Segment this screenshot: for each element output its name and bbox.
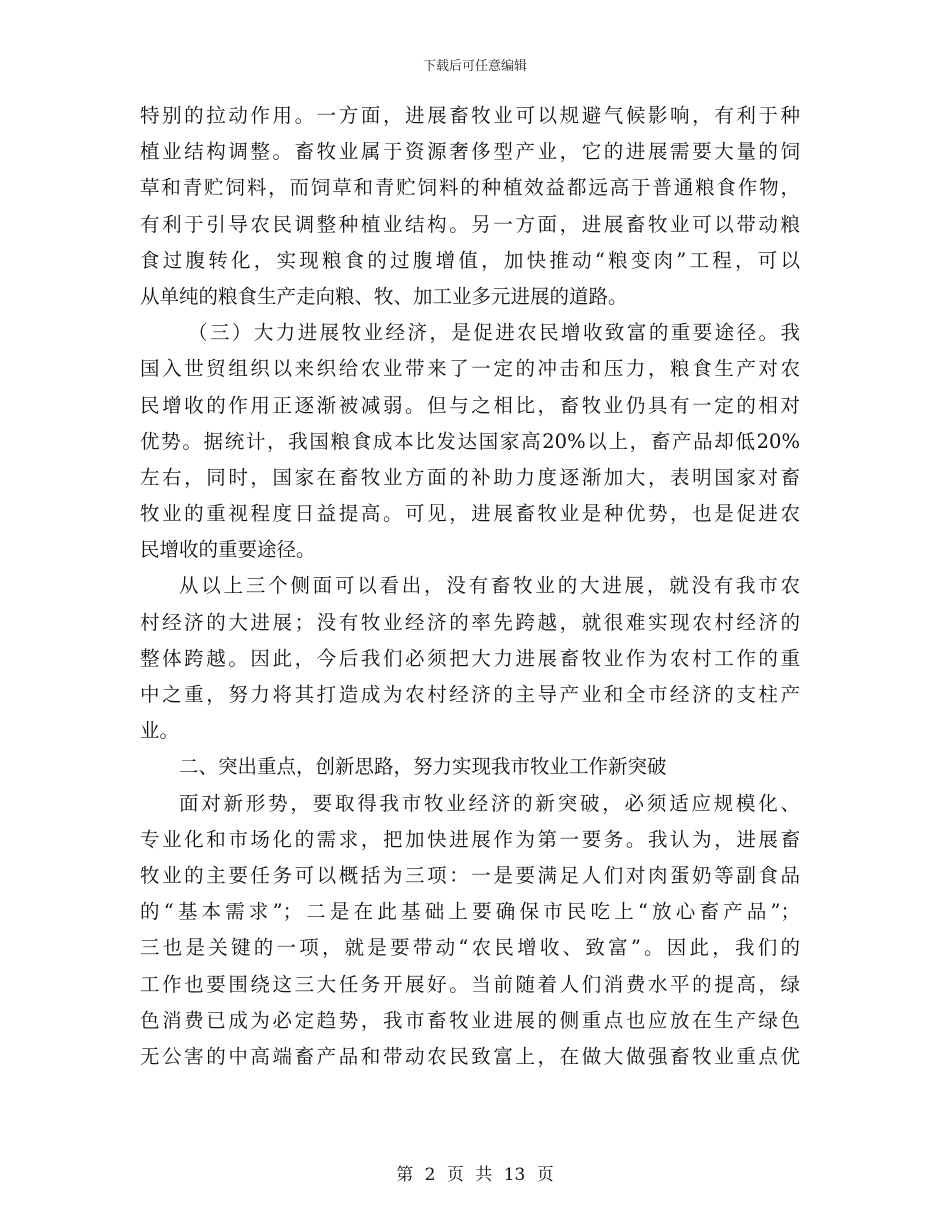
text-line: 民增收的作用正逐渐被减弱。但与之相比，畜牧业仍具有一定的相对 <box>140 393 800 417</box>
document-body <box>140 98 800 1075</box>
text-line: 村经济的大进展；没有牧业经济的率先跨越，就很难实现农村经济的 <box>140 610 800 634</box>
text-line: 优势。据统计，我国粮食成本比发达国家高20%以上，畜产品却低20% <box>140 429 800 453</box>
text-line: 面对新形势，要取得我市牧业经济的新突破，必须适应规模化、 <box>179 791 800 815</box>
text-line: 无公害的中高端畜产品和带动农民致富上，在做大做强畜牧业重点优 <box>140 1044 800 1068</box>
text-line: 从单纯的粮食生产走向粮、牧、加工业多元进展的道路。 <box>140 284 628 308</box>
text-line: 牧业的重视程度日益提高。可见，进展畜牧业是种优势，也是促进农 <box>140 502 800 526</box>
text-line: 左右，同时，国家在畜牧业方面的补助力度逐渐加大，表明国家对畜 <box>140 465 800 489</box>
text-line: 牧业的主要任务可以概括为三项：一是要满足人们对肉蛋奶等副食品 <box>140 863 800 887</box>
text-line: 整体跨越。因此，今后我们必须把大力进展畜牧业作为农村工作的重 <box>140 646 800 670</box>
text-line: 业。 <box>140 719 180 743</box>
text-line: 色消费已成为必定趋势，我市畜牧业进展的侧重点也应放在生产绿色 <box>140 1008 800 1032</box>
text-line: 民增收的重要途径。 <box>140 538 316 562</box>
text-line: 草和青贮饲料，而饲草和青贮饲料的种植效益都远高于普通粮食作物， <box>140 176 800 200</box>
section-heading-two: 二、突出重点，创新思路，努力实现我市牧业工作新突破 <box>179 755 667 779</box>
text-line: 植业结构调整。畜牧业属于资源奢侈型产业，它的进展需要大量的饲 <box>140 140 800 164</box>
text-line: 工作也要围绕这三大任务开展好。当前随着人们消费水平的提高，绿 <box>140 972 800 996</box>
text-line: 三也是关键的一项，就是要带动“农民增收、致富”。因此，我们的 <box>140 936 800 960</box>
text-line: 国入世贸组织以来织给农业带来了一定的冲击和压力，粮食生产对农 <box>140 357 800 381</box>
text-line: 的“基本需求”；二是在此基础上要确保市民吃上“放心畜产品”； <box>140 900 800 924</box>
text-line: 中之重，努力将其打造成为农村经济的主导产业和全市经济的支柱产 <box>140 683 800 706</box>
text-line: 从以上三个侧面可以看出，没有畜牧业的大进展，就没有我市农 <box>179 574 800 598</box>
text-line: 专业化和市场化的需求，把加快进展作为第一要务。我认为，进展畜 <box>140 827 800 851</box>
text-line: 食过腹转化，实现粮食的过腹增值，加快推动“粮变肉”工程，可以 <box>140 248 800 272</box>
text-line: 有利于引导农民调整种植业结构。另一方面，进展畜牧业可以带动粮 <box>140 212 800 236</box>
text-line: 特别的拉动作用。一方面，进展畜牧业可以规避气候影响，有利于种 <box>140 104 800 127</box>
section-heading-three: （三）大力进展牧业经济，是促进农民增收致富的重要途径。我 <box>188 321 800 345</box>
page-header-note: 下载后可任意编辑 <box>422 59 527 74</box>
page-number: 第 2 页 共 13 页 <box>396 1165 554 1185</box>
